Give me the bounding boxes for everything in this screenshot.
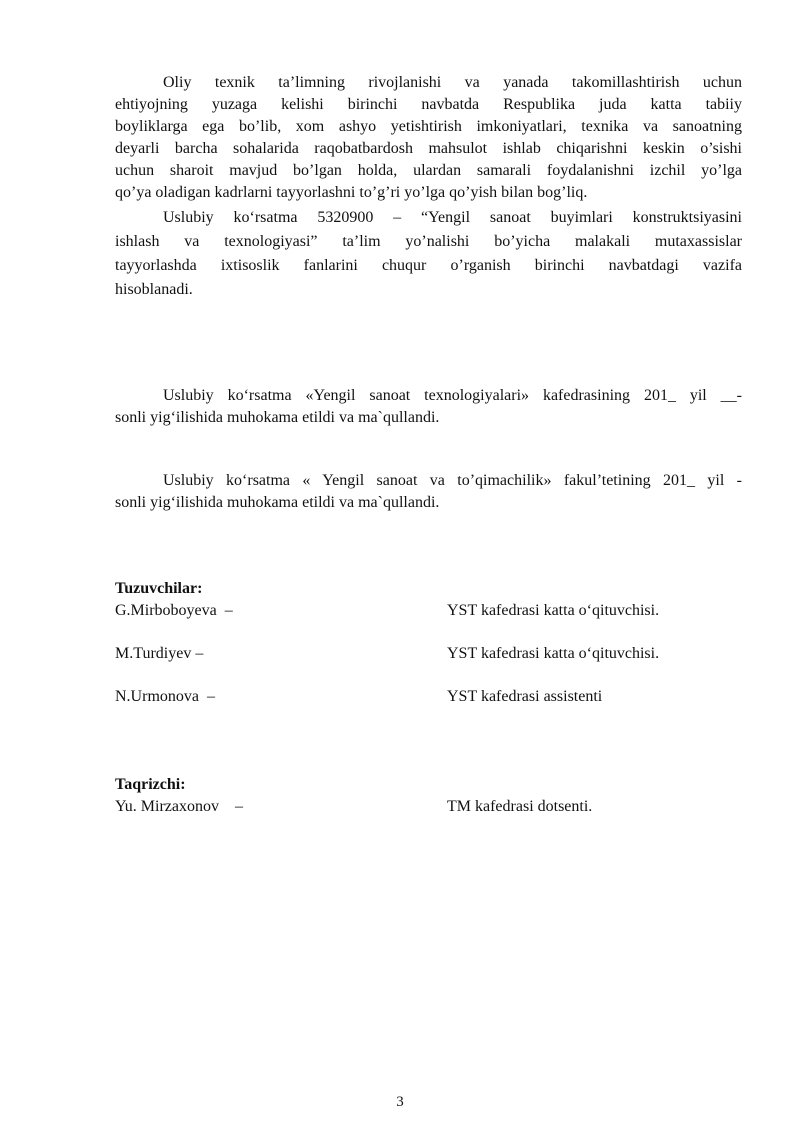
intro-paragraph-2 xyxy=(115,206,742,302)
compilers-heading: Tuzuvchilar: xyxy=(115,580,203,597)
text-line: deyarli barcha sohalarida raqobatbardosh mahsulot ishlab chiqarishni keskin o’sishi xyxy=(115,140,742,157)
fakultet-approval xyxy=(115,470,742,514)
text-line: uchun sharoit mavjud bo’lgan holda, ulardan samarali foydalanishni izchil yo’lga xyxy=(115,162,742,179)
reviewer-heading: Taqrizchi: xyxy=(115,776,186,793)
reviewer-role: TM kafedrasi dotsenti. xyxy=(447,798,593,815)
text-line: boyliklarga ega bo’lib, xom ashyo yetishtirish imkoniyatlari, texnika va sanoatning xyxy=(115,118,742,135)
text-line: Uslubiy ko‘rsatma 5320900 – “Yengil sanoat buyimlari konstruktsiyasini xyxy=(163,209,742,226)
text-line: ishlash va texnologiyasi” ta’lim yo’nalishi bo’yicha malakali mutaxassislar xyxy=(115,233,742,250)
text-line: Oliy texnik ta’limning rivojlanishi va yanada takomillashtirish uchun xyxy=(163,74,742,91)
text-line: qo’ya oladigan kadrlarni tayyorlashni to’g’ri yo’lga qo’yish bilan bog’liq. xyxy=(115,184,588,201)
kafedra-approval xyxy=(115,385,742,429)
compiler-role: YST kafedrasi assistenti xyxy=(447,688,603,705)
text-line: sonli yig‘ilishida muhokama etildi va ma`qullandi. xyxy=(115,494,440,511)
text-line: hisoblanadi. xyxy=(115,281,193,298)
page-number: 3 xyxy=(396,1094,404,1110)
text-line: sonli yig‘ilishida muhokama etildi va ma`qullandi. xyxy=(115,409,440,426)
compiler-name: M.Turdiyev – xyxy=(115,645,204,662)
compiler-name: N.Urmonova – xyxy=(115,688,215,705)
compiler-role: YST kafedrasi katta o‘qituvchisi. xyxy=(447,645,660,662)
compiler-role: YST kafedrasi katta o‘qituvchisi. xyxy=(447,602,660,619)
intro-paragraph-1 xyxy=(115,72,742,204)
text-line: Uslubiy ko‘rsatma «Yengil sanoat texnologiyalari» kafedrasining 201_ yil __- xyxy=(163,387,742,404)
text-line: ehtiyojning yuzaga kelishi birinchi navbatda Respublika juda katta tabiiy xyxy=(115,96,742,113)
compiler-name: G.Mirboboyeva – xyxy=(115,602,233,619)
text-line: Uslubiy ko‘rsatma « Yengil sanoat va to’qimachilik» fakul’tetining 201_ yil - xyxy=(163,472,742,489)
reviewer-name: Yu. Mirzaxonov – xyxy=(115,798,243,815)
text-line: tayyorlashda ixtisoslik fanlarini chuqur o’rganish birinchi navbatdagi vazifa xyxy=(115,257,742,274)
